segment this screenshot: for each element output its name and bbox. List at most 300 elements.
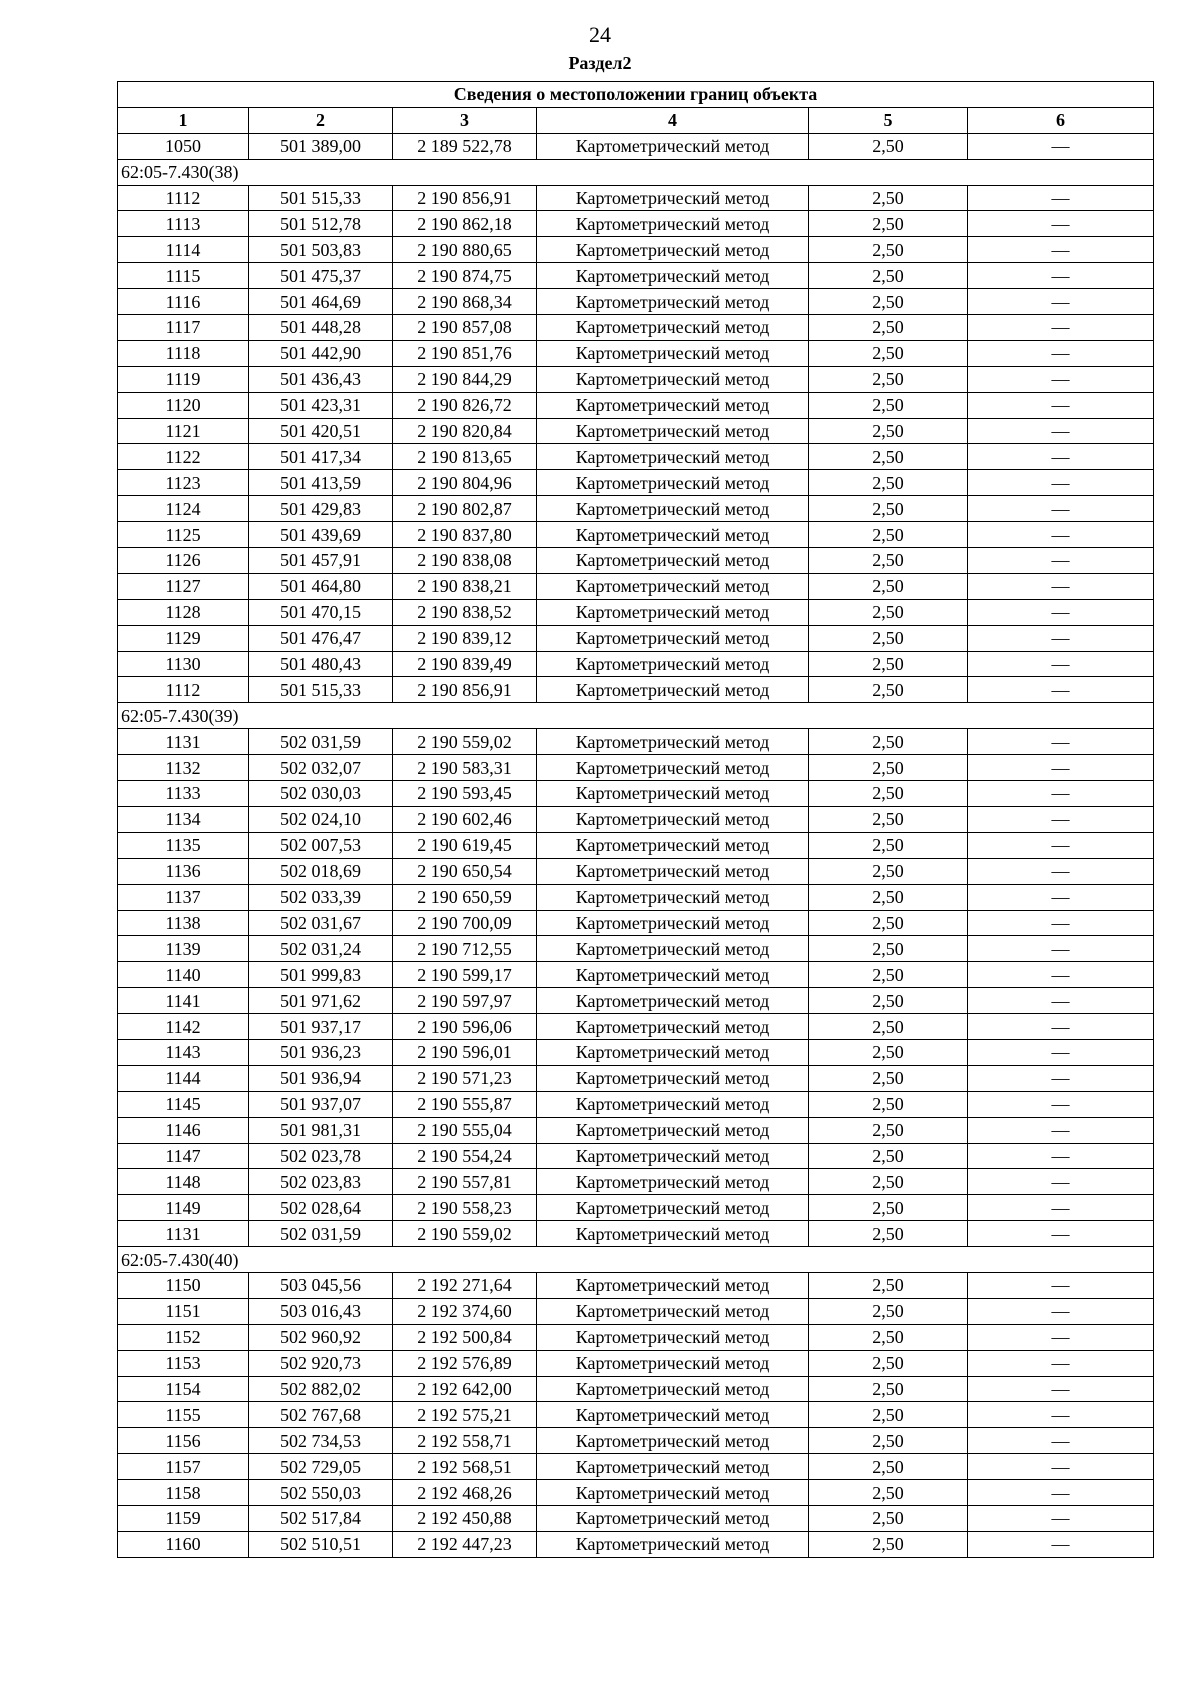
precision-cell: 2,50 xyxy=(809,651,968,677)
method-cell: Картометрический метод xyxy=(537,1143,809,1169)
method-cell: Картометрический метод xyxy=(537,444,809,470)
description-cell: — xyxy=(968,858,1154,884)
group-header-row xyxy=(118,703,1154,729)
point-number-cell: 1151 xyxy=(118,1298,249,1324)
method-cell: Картометрический метод xyxy=(537,1298,809,1324)
table-row xyxy=(118,988,1154,1014)
table-caption: Сведения о местоположении границ объекта xyxy=(118,82,1154,108)
method-cell: Картометрический метод xyxy=(537,832,809,858)
method-cell: Картометрический метод xyxy=(537,1531,809,1557)
method-cell: Картометрический метод xyxy=(537,599,809,625)
coordinate-x-cell: 501 503,83 xyxy=(249,237,393,263)
coordinate-y-cell: 2 190 558,23 xyxy=(393,1195,537,1221)
coordinate-y-cell: 2 190 857,08 xyxy=(393,315,537,341)
precision-cell: 2,50 xyxy=(809,599,968,625)
coordinate-y-cell: 2 190 839,49 xyxy=(393,651,537,677)
table-row xyxy=(118,340,1154,366)
method-cell: Картометрический метод xyxy=(537,936,809,962)
point-number-cell: 1131 xyxy=(118,1221,249,1247)
coordinate-x-cell: 501 981,31 xyxy=(249,1117,393,1143)
table-row xyxy=(118,1091,1154,1117)
precision-cell: 2,50 xyxy=(809,366,968,392)
table-row xyxy=(118,599,1154,625)
table-row xyxy=(118,366,1154,392)
table-row xyxy=(118,1454,1154,1480)
table-row xyxy=(118,1376,1154,1402)
coordinate-x-cell: 502 031,59 xyxy=(249,1221,393,1247)
description-cell: — xyxy=(968,548,1154,574)
description-cell: — xyxy=(968,1402,1154,1428)
point-number-cell: 1125 xyxy=(118,522,249,548)
description-cell: — xyxy=(968,910,1154,936)
method-cell: Картометрический метод xyxy=(537,237,809,263)
coordinate-y-cell: 2 190 868,34 xyxy=(393,289,537,315)
method-cell: Картометрический метод xyxy=(537,263,809,289)
precision-cell: 2,50 xyxy=(809,755,968,781)
method-cell: Картометрический метод xyxy=(537,340,809,366)
description-cell: — xyxy=(968,599,1154,625)
method-cell: Картометрический метод xyxy=(537,1376,809,1402)
table-row xyxy=(118,263,1154,289)
description-cell: — xyxy=(968,677,1154,703)
precision-cell: 2,50 xyxy=(809,573,968,599)
precision-cell: 2,50 xyxy=(809,470,968,496)
description-cell: — xyxy=(968,444,1154,470)
description-cell: — xyxy=(968,988,1154,1014)
precision-cell: 2,50 xyxy=(809,548,968,574)
point-number-cell: 1142 xyxy=(118,1014,249,1040)
coordinate-y-cell: 2 190 880,65 xyxy=(393,237,537,263)
method-cell: Картометрический метод xyxy=(537,806,809,832)
description-cell: — xyxy=(968,1014,1154,1040)
precision-cell: 2,50 xyxy=(809,1195,968,1221)
description-cell: — xyxy=(968,781,1154,807)
method-cell: Картометрический метод xyxy=(537,988,809,1014)
coordinate-y-cell: 2 190 712,55 xyxy=(393,936,537,962)
description-cell: — xyxy=(968,1065,1154,1091)
method-cell: Картометрический метод xyxy=(537,289,809,315)
coordinate-y-cell: 2 190 602,46 xyxy=(393,806,537,832)
coordinate-x-cell: 502 729,05 xyxy=(249,1454,393,1480)
table-row xyxy=(118,1117,1154,1143)
point-number-cell: 1146 xyxy=(118,1117,249,1143)
coordinate-x-cell: 501 464,80 xyxy=(249,573,393,599)
column-number: 1 xyxy=(118,107,249,133)
precision-cell: 2,50 xyxy=(809,1065,968,1091)
table-row xyxy=(118,1298,1154,1324)
coordinate-x-cell: 501 512,78 xyxy=(249,211,393,237)
table-row xyxy=(118,522,1154,548)
description-cell: — xyxy=(968,1324,1154,1350)
method-cell: Картометрический метод xyxy=(537,1221,809,1247)
coordinate-y-cell: 2 190 862,18 xyxy=(393,211,537,237)
description-cell: — xyxy=(968,1221,1154,1247)
description-cell: — xyxy=(968,133,1154,159)
method-cell: Картометрический метод xyxy=(537,781,809,807)
description-cell: — xyxy=(968,1039,1154,1065)
coordinate-y-cell: 2 192 558,71 xyxy=(393,1428,537,1454)
column-number: 3 xyxy=(393,107,537,133)
method-cell: Картометрический метод xyxy=(537,1014,809,1040)
coordinate-y-cell: 2 190 826,72 xyxy=(393,392,537,418)
point-number-cell: 1159 xyxy=(118,1505,249,1531)
point-number-cell: 1123 xyxy=(118,470,249,496)
coordinate-y-cell: 2 190 583,31 xyxy=(393,755,537,781)
point-number-cell: 1155 xyxy=(118,1402,249,1428)
coordinate-x-cell: 502 031,59 xyxy=(249,729,393,755)
point-number-cell: 1112 xyxy=(118,185,249,211)
point-number-cell: 1116 xyxy=(118,289,249,315)
column-number-row xyxy=(118,107,1154,133)
boundary-coordinates-table xyxy=(117,81,1154,1558)
group-label: 62:05-7.430(40) xyxy=(118,1247,1154,1273)
point-number-cell: 1118 xyxy=(118,340,249,366)
precision-cell: 2,50 xyxy=(809,496,968,522)
precision-cell: 2,50 xyxy=(809,1039,968,1065)
method-cell: Картометрический метод xyxy=(537,1091,809,1117)
method-cell: Картометрический метод xyxy=(537,366,809,392)
point-number-cell: 1141 xyxy=(118,988,249,1014)
table-body xyxy=(118,133,1154,1557)
description-cell: — xyxy=(968,806,1154,832)
method-cell: Картометрический метод xyxy=(537,910,809,936)
table-row xyxy=(118,1272,1154,1298)
coordinate-x-cell: 501 464,69 xyxy=(249,289,393,315)
coordinate-x-cell: 501 480,43 xyxy=(249,651,393,677)
point-number-cell: 1113 xyxy=(118,211,249,237)
description-cell: — xyxy=(968,496,1154,522)
point-number-cell: 1144 xyxy=(118,1065,249,1091)
coordinate-x-cell: 502 517,84 xyxy=(249,1505,393,1531)
table-row xyxy=(118,962,1154,988)
description-cell: — xyxy=(968,1350,1154,1376)
section-title: Раздел2 xyxy=(568,53,632,73)
coordinate-x-cell: 501 442,90 xyxy=(249,340,393,366)
coordinate-y-cell: 2 190 838,21 xyxy=(393,573,537,599)
table-row xyxy=(118,677,1154,703)
precision-cell: 2,50 xyxy=(809,1402,968,1428)
point-number-cell: 1150 xyxy=(118,1272,249,1298)
point-number-cell: 1149 xyxy=(118,1195,249,1221)
table-caption-row xyxy=(118,82,1154,108)
description-cell: — xyxy=(968,651,1154,677)
coordinate-x-cell: 501 475,37 xyxy=(249,263,393,289)
precision-cell: 2,50 xyxy=(809,936,968,962)
table-row xyxy=(118,1143,1154,1169)
group-label: 62:05-7.430(39) xyxy=(118,703,1154,729)
precision-cell: 2,50 xyxy=(809,1505,968,1531)
point-number-cell: 1121 xyxy=(118,418,249,444)
description-cell: — xyxy=(968,289,1154,315)
column-number: 4 xyxy=(537,107,809,133)
coordinate-x-cell: 501 429,83 xyxy=(249,496,393,522)
group-label: 62:05-7.430(38) xyxy=(118,159,1154,185)
coordinate-x-cell: 501 515,33 xyxy=(249,677,393,703)
coordinate-y-cell: 2 190 820,84 xyxy=(393,418,537,444)
coordinate-y-cell: 2 190 804,96 xyxy=(393,470,537,496)
coordinate-x-cell: 501 417,34 xyxy=(249,444,393,470)
description-cell: — xyxy=(968,522,1154,548)
coordinate-y-cell: 2 192 374,60 xyxy=(393,1298,537,1324)
method-cell: Картометрический метод xyxy=(537,392,809,418)
description-cell: — xyxy=(968,884,1154,910)
coordinate-x-cell: 501 457,91 xyxy=(249,548,393,574)
precision-cell: 2,50 xyxy=(809,832,968,858)
coordinate-y-cell: 2 190 559,02 xyxy=(393,1221,537,1247)
precision-cell: 2,50 xyxy=(809,1117,968,1143)
table-row xyxy=(118,548,1154,574)
description-cell: — xyxy=(968,625,1154,651)
coordinate-x-cell: 501 936,94 xyxy=(249,1065,393,1091)
method-cell: Картометрический метод xyxy=(537,962,809,988)
page-number: 24 xyxy=(589,22,611,47)
point-number-cell: 1134 xyxy=(118,806,249,832)
precision-cell: 2,50 xyxy=(809,1091,968,1117)
description-cell: — xyxy=(968,315,1154,341)
point-number-cell: 1152 xyxy=(118,1324,249,1350)
table-row xyxy=(118,1324,1154,1350)
point-number-cell: 1131 xyxy=(118,729,249,755)
point-number-cell: 1158 xyxy=(118,1480,249,1506)
table-row xyxy=(118,806,1154,832)
table-row xyxy=(118,1039,1154,1065)
table-row xyxy=(118,910,1154,936)
point-number-cell: 1132 xyxy=(118,755,249,781)
column-number: 6 xyxy=(968,107,1154,133)
table-row xyxy=(118,496,1154,522)
precision-cell: 2,50 xyxy=(809,1298,968,1324)
table-row xyxy=(118,1014,1154,1040)
method-cell: Картометрический метод xyxy=(537,522,809,548)
point-number-cell: 1117 xyxy=(118,315,249,341)
precision-cell: 2,50 xyxy=(809,884,968,910)
precision-cell: 2,50 xyxy=(809,1350,968,1376)
point-number-cell: 1128 xyxy=(118,599,249,625)
table-row xyxy=(118,1195,1154,1221)
method-cell: Картометрический метод xyxy=(537,315,809,341)
coordinate-y-cell: 2 192 450,88 xyxy=(393,1505,537,1531)
point-number-cell: 1156 xyxy=(118,1428,249,1454)
precision-cell: 2,50 xyxy=(809,1531,968,1557)
coordinate-x-cell: 501 389,00 xyxy=(249,133,393,159)
description-cell: — xyxy=(968,1505,1154,1531)
method-cell: Картометрический метод xyxy=(537,496,809,522)
description-cell: — xyxy=(968,392,1154,418)
point-number-cell: 1137 xyxy=(118,884,249,910)
point-number-cell: 1136 xyxy=(118,858,249,884)
method-cell: Картометрический метод xyxy=(537,1195,809,1221)
description-cell: — xyxy=(968,1428,1154,1454)
coordinate-x-cell: 501 423,31 xyxy=(249,392,393,418)
coordinate-x-cell: 502 734,53 xyxy=(249,1428,393,1454)
method-cell: Картометрический метод xyxy=(537,1117,809,1143)
table-row xyxy=(118,936,1154,962)
point-number-cell: 1050 xyxy=(118,133,249,159)
coordinate-y-cell: 2 190 874,75 xyxy=(393,263,537,289)
coordinate-x-cell: 502 023,83 xyxy=(249,1169,393,1195)
point-number-cell: 1133 xyxy=(118,781,249,807)
point-number-cell: 1122 xyxy=(118,444,249,470)
coordinate-x-cell: 502 767,68 xyxy=(249,1402,393,1428)
method-cell: Картометрический метод xyxy=(537,548,809,574)
coordinate-y-cell: 2 190 650,59 xyxy=(393,884,537,910)
precision-cell: 2,50 xyxy=(809,1454,968,1480)
point-number-cell: 1130 xyxy=(118,651,249,677)
coordinate-y-cell: 2 192 575,21 xyxy=(393,1402,537,1428)
description-cell: — xyxy=(968,832,1154,858)
precision-cell: 2,50 xyxy=(809,858,968,884)
description-cell: — xyxy=(968,1272,1154,1298)
precision-cell: 2,50 xyxy=(809,211,968,237)
method-cell: Картометрический метод xyxy=(537,418,809,444)
table-row xyxy=(118,884,1154,910)
coordinate-x-cell: 502 023,78 xyxy=(249,1143,393,1169)
point-number-cell: 1139 xyxy=(118,936,249,962)
coordinate-y-cell: 2 192 500,84 xyxy=(393,1324,537,1350)
point-number-cell: 1145 xyxy=(118,1091,249,1117)
table-row xyxy=(118,1350,1154,1376)
point-number-cell: 1153 xyxy=(118,1350,249,1376)
table-row xyxy=(118,755,1154,781)
point-number-cell: 1124 xyxy=(118,496,249,522)
precision-cell: 2,50 xyxy=(809,392,968,418)
coordinate-y-cell: 2 190 837,80 xyxy=(393,522,537,548)
coordinate-x-cell: 501 515,33 xyxy=(249,185,393,211)
table-row xyxy=(118,1169,1154,1195)
coordinate-x-cell: 502 510,51 xyxy=(249,1531,393,1557)
description-cell: — xyxy=(968,1480,1154,1506)
point-number-cell: 1157 xyxy=(118,1454,249,1480)
coordinate-y-cell: 2 190 838,52 xyxy=(393,599,537,625)
coordinate-y-cell: 2 190 593,45 xyxy=(393,781,537,807)
description-cell: — xyxy=(968,1169,1154,1195)
table-row xyxy=(118,444,1154,470)
description-cell: — xyxy=(968,729,1154,755)
method-cell: Картометрический метод xyxy=(537,884,809,910)
coordinate-x-cell: 502 920,73 xyxy=(249,1350,393,1376)
coordinate-x-cell: 501 999,83 xyxy=(249,962,393,988)
precision-cell: 2,50 xyxy=(809,1272,968,1298)
precision-cell: 2,50 xyxy=(809,444,968,470)
precision-cell: 2,50 xyxy=(809,988,968,1014)
coordinate-y-cell: 2 192 447,23 xyxy=(393,1531,537,1557)
coordinate-y-cell: 2 190 596,06 xyxy=(393,1014,537,1040)
description-cell: — xyxy=(968,1531,1154,1557)
group-header-row xyxy=(118,1247,1154,1273)
description-cell: — xyxy=(968,1298,1154,1324)
coordinate-x-cell: 502 960,92 xyxy=(249,1324,393,1350)
method-cell: Картометрический метод xyxy=(537,1402,809,1428)
description-cell: — xyxy=(968,1454,1154,1480)
point-number-cell: 1148 xyxy=(118,1169,249,1195)
method-cell: Картометрический метод xyxy=(537,858,809,884)
coordinate-y-cell: 2 190 597,97 xyxy=(393,988,537,1014)
precision-cell: 2,50 xyxy=(809,1221,968,1247)
point-number-cell: 1143 xyxy=(118,1039,249,1065)
coordinate-y-cell: 2 190 555,04 xyxy=(393,1117,537,1143)
method-cell: Картометрический метод xyxy=(537,1169,809,1195)
coordinate-y-cell: 2 190 856,91 xyxy=(393,185,537,211)
precision-cell: 2,50 xyxy=(809,263,968,289)
coordinate-y-cell: 2 190 700,09 xyxy=(393,910,537,936)
point-number-cell: 1120 xyxy=(118,392,249,418)
table-row xyxy=(118,651,1154,677)
point-number-cell: 1119 xyxy=(118,366,249,392)
coordinate-y-cell: 2 190 856,91 xyxy=(393,677,537,703)
precision-cell: 2,50 xyxy=(809,1143,968,1169)
precision-cell: 2,50 xyxy=(809,1428,968,1454)
point-number-cell: 1160 xyxy=(118,1531,249,1557)
coordinate-x-cell: 501 476,47 xyxy=(249,625,393,651)
method-cell: Картометрический метод xyxy=(537,1039,809,1065)
table-row xyxy=(118,133,1154,159)
coordinate-y-cell: 2 190 838,08 xyxy=(393,548,537,574)
method-cell: Картометрический метод xyxy=(537,573,809,599)
table-row xyxy=(118,1428,1154,1454)
coordinate-y-cell: 2 190 596,01 xyxy=(393,1039,537,1065)
coordinate-y-cell: 2 190 554,24 xyxy=(393,1143,537,1169)
precision-cell: 2,50 xyxy=(809,781,968,807)
precision-cell: 2,50 xyxy=(809,1480,968,1506)
table-row xyxy=(118,392,1154,418)
precision-cell: 2,50 xyxy=(809,418,968,444)
table-row xyxy=(118,573,1154,599)
table-row xyxy=(118,1505,1154,1531)
coordinate-x-cell: 501 439,69 xyxy=(249,522,393,548)
coordinate-x-cell: 502 028,64 xyxy=(249,1195,393,1221)
method-cell: Картометрический метод xyxy=(537,651,809,677)
coordinate-x-cell: 501 936,23 xyxy=(249,1039,393,1065)
coordinate-x-cell: 502 550,03 xyxy=(249,1480,393,1506)
coordinate-x-cell: 501 971,62 xyxy=(249,988,393,1014)
coordinate-y-cell: 2 190 813,65 xyxy=(393,444,537,470)
method-cell: Картометрический метод xyxy=(537,133,809,159)
description-cell: — xyxy=(968,185,1154,211)
coordinate-x-cell: 502 033,39 xyxy=(249,884,393,910)
column-number: 5 xyxy=(809,107,968,133)
method-cell: Картометрический метод xyxy=(537,185,809,211)
precision-cell: 2,50 xyxy=(809,185,968,211)
table-row xyxy=(118,315,1154,341)
coordinate-y-cell: 2 190 851,76 xyxy=(393,340,537,366)
precision-cell: 2,50 xyxy=(809,1324,968,1350)
coordinate-y-cell: 2 192 468,26 xyxy=(393,1480,537,1506)
method-cell: Картометрический метод xyxy=(537,1324,809,1350)
point-number-cell: 1115 xyxy=(118,263,249,289)
point-number-cell: 1114 xyxy=(118,237,249,263)
coordinate-x-cell: 503 045,56 xyxy=(249,1272,393,1298)
coordinate-x-cell: 502 024,10 xyxy=(249,806,393,832)
table-row xyxy=(118,832,1154,858)
table-row xyxy=(118,1480,1154,1506)
table-row xyxy=(118,1531,1154,1557)
coordinate-x-cell: 501 937,17 xyxy=(249,1014,393,1040)
description-cell: — xyxy=(968,366,1154,392)
method-cell: Картометрический метод xyxy=(537,1454,809,1480)
description-cell: — xyxy=(968,470,1154,496)
table-row xyxy=(118,470,1154,496)
coordinate-x-cell: 502 007,53 xyxy=(249,832,393,858)
description-cell: — xyxy=(968,1091,1154,1117)
precision-cell: 2,50 xyxy=(809,340,968,366)
description-cell: — xyxy=(968,573,1154,599)
coordinate-y-cell: 2 190 571,23 xyxy=(393,1065,537,1091)
coordinate-x-cell: 501 413,59 xyxy=(249,470,393,496)
method-cell: Картометрический метод xyxy=(537,1350,809,1376)
point-number-cell: 1138 xyxy=(118,910,249,936)
description-cell: — xyxy=(968,755,1154,781)
method-cell: Картометрический метод xyxy=(537,1065,809,1091)
